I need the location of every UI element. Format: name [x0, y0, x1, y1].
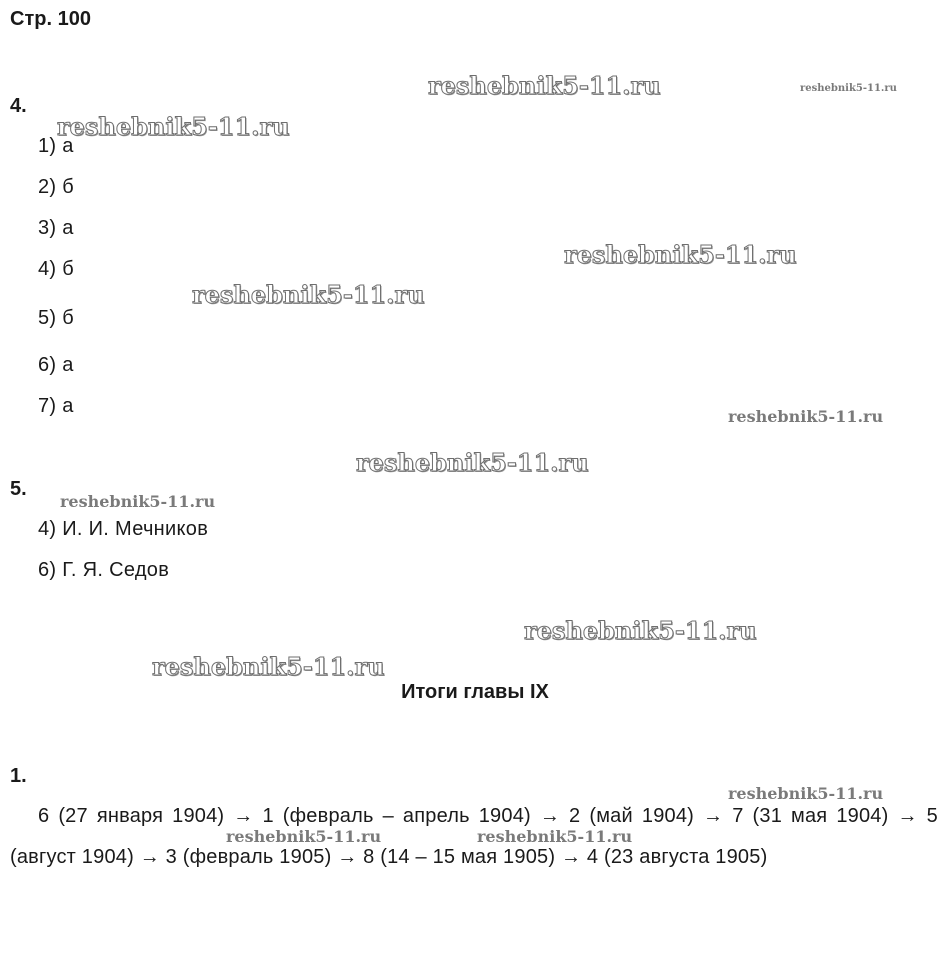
task-4-answer: 6) а [38, 354, 74, 376]
task-5-number: 5. [10, 478, 27, 500]
task-1-number: 1. [10, 765, 27, 787]
watermark: reshebnik5-11.ru [800, 83, 897, 94]
task-4-number: 4. [10, 95, 27, 117]
watermark: reshebnik5-11.ru [564, 240, 797, 269]
task-1-text: 6 (27 января 1904) → 1 (февраль – апрель 1904) → 2 (май 1904) → 7 (31 мая 1904) → 5 (август 1904) → 3 (февраль 1905) → 8 (14 – 15 мая 1905) → 4 (23 августа 1905) [10, 805, 938, 868]
watermark: reshebnik5-11.ru [428, 71, 661, 100]
watermark: reshebnik5-11.ru [152, 652, 385, 681]
page-number: Стр. 100 [10, 8, 91, 30]
task-4-answer: 4) б [38, 258, 74, 280]
watermark: reshebnik5-11.ru [728, 407, 884, 426]
section-title: Итоги главы IX [401, 681, 549, 703]
watermark: reshebnik5-11.ru [524, 616, 757, 645]
task-5-answer: 4) И. И. Мечников [38, 518, 209, 540]
watermark: reshebnik5-11.ru [57, 112, 290, 141]
task-4-answer: 3) а [38, 217, 74, 239]
watermark: reshebnik5-11.ru [60, 492, 216, 511]
watermark: reshebnik5-11.ru [226, 827, 382, 846]
task-4-answer: 5) б [38, 307, 74, 329]
task-4-answer: 2) б [38, 176, 74, 198]
task-4-answer: 1) а [38, 135, 74, 157]
task-5-answer: 6) Г. Я. Седов [38, 559, 170, 581]
task-4-answer: 7) а [38, 395, 74, 417]
watermark: reshebnik5-11.ru [728, 784, 884, 803]
watermark: reshebnik5-11.ru [356, 448, 589, 477]
watermark: reshebnik5-11.ru [192, 280, 425, 309]
watermark: reshebnik5-11.ru [477, 827, 633, 846]
